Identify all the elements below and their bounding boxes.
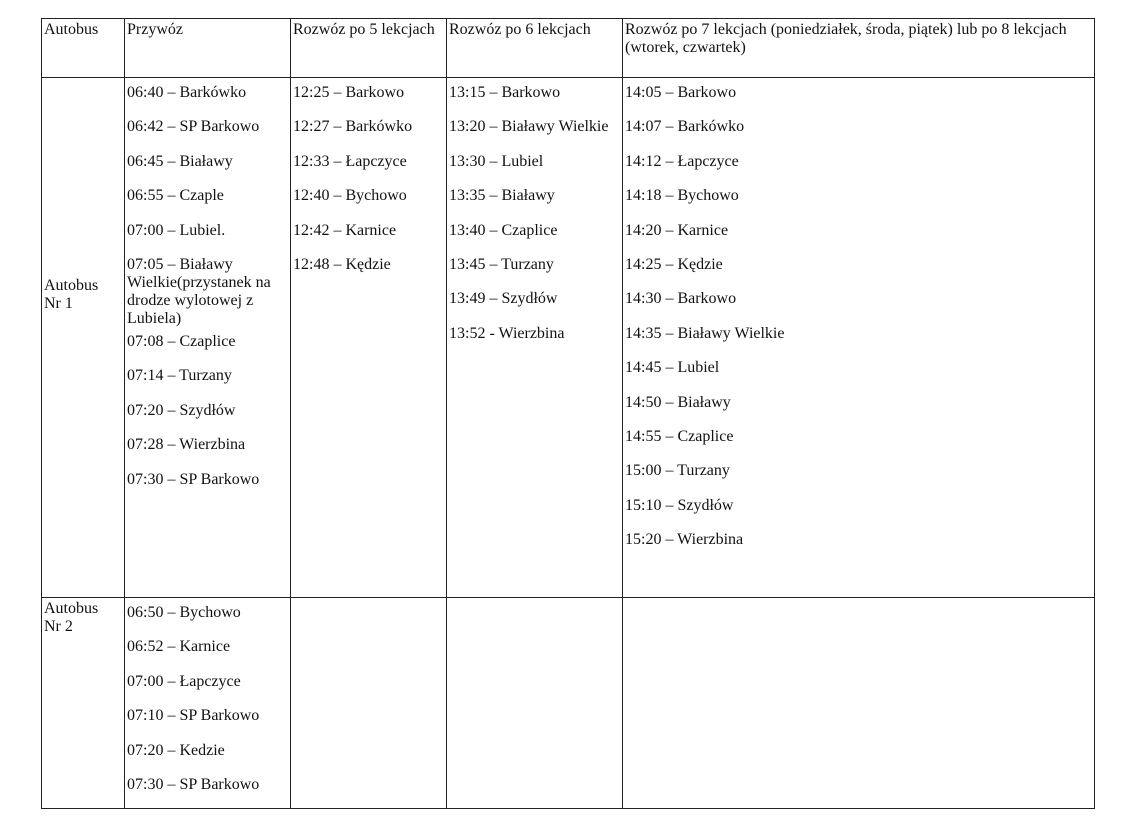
stop-entry: 06:40 – Barkówko — [127, 84, 247, 101]
stop-entry: 13:49 – Szydłów — [449, 290, 558, 308]
stop-entry: 07:14 – Turzany — [127, 367, 232, 385]
stop-entry: 14:12 – Łapczyce — [625, 152, 739, 170]
stop-entry: 12:33 – Łapczyce — [293, 152, 407, 170]
bus-name-cell — [42, 78, 125, 598]
after-6-cell — [447, 78, 623, 598]
stop-entry: 07:20 – Kedzie — [127, 741, 225, 759]
stop-entry: 07:20 – Szydłów — [127, 401, 236, 419]
stop-entry: 06:55 – Czaple — [127, 187, 224, 205]
bus-schedule-table — [41, 18, 1095, 809]
stop-entry: 07:30 – SP Barkowo — [127, 470, 260, 488]
stop-entry: 12:42 – Karnice — [293, 221, 397, 239]
stop-entry: 06:52 – Karnice — [127, 638, 231, 656]
after-6-cell — [447, 598, 623, 809]
bus-row — [42, 78, 1095, 598]
arrival-cell — [125, 598, 291, 809]
stop-entry: 06:50 – Bychowo — [127, 604, 241, 621]
bus-name: Autobus Nr 2 — [44, 600, 99, 635]
stop-entry: 15:20 – Wierzbina — [625, 531, 744, 549]
header-after-7-lessons: Rozwóz po 7 lekcjach (poniedziałek, środa, piątek) lub po 8 lekcjach (wtorek, czwartek) — [623, 19, 1095, 78]
after-7-cell — [623, 598, 1095, 809]
bus-name-cell — [42, 598, 125, 809]
stop-entry: 13:30 – Lubiel — [449, 152, 544, 170]
stop-entry: 07:05 – Białawy Wielkie(przystanek na drodze wylotowej z Lubiela) — [127, 255, 271, 327]
stop-entry: 15:10 – Szydłów — [625, 496, 734, 514]
stop-entry: 12:25 – Barkowo — [293, 84, 405, 101]
stop-entry: 14:18 – Bychowo — [625, 187, 739, 205]
after-5-cell — [291, 598, 447, 809]
stop-entry: 06:42 – SP Barkowo — [127, 118, 260, 136]
stop-entry: 07:28 – Wierzbina — [127, 436, 246, 454]
stop-entry: 07:08 – Czaplice — [127, 332, 236, 350]
stop-entry: 07:00 – Łapczyce — [127, 672, 241, 690]
stop-entry: 14:25 – Kędzie — [625, 255, 723, 273]
stop-entry: 13:40 – Czaplice — [449, 221, 558, 239]
arrival-cell — [125, 78, 291, 598]
stop-entry: 07:30 – SP Barkowo — [127, 775, 260, 793]
stop-entry: 06:45 – Białawy — [127, 152, 233, 170]
header-after-5-lessons: Rozwóz po 5 lekcjach — [291, 19, 447, 78]
stop-entry: 13:20 – Białawy Wielkie — [449, 118, 609, 136]
stop-entry: 14:07 – Barkówko — [625, 118, 745, 136]
stop-entry: 07:10 – SP Barkowo — [127, 707, 260, 725]
header-bus: Autobus — [42, 19, 125, 78]
stop-entry: 07:00 – Lubiel. — [127, 221, 226, 239]
stop-entry: 14:05 – Barkowo — [625, 84, 737, 101]
stop-entry: 12:40 – Bychowo — [293, 187, 407, 205]
stop-entry: 13:52 - Wierzbina — [449, 324, 565, 342]
stop-entry: 12:27 – Barkówko — [293, 118, 413, 136]
stop-entry: 13:15 – Barkowo — [449, 84, 561, 101]
stop-entry: 13:35 – Białawy — [449, 187, 555, 205]
after-7-cell — [623, 78, 1095, 598]
header-after-6-lessons: Rozwóz po 6 lekcjach — [447, 19, 623, 78]
bus-row — [42, 598, 1095, 809]
stop-entry: 14:30 – Barkowo — [625, 290, 737, 308]
header-row — [42, 19, 1095, 78]
stop-entry: 14:45 – Lubiel — [625, 359, 720, 377]
stop-entry: 13:45 – Turzany — [449, 255, 554, 273]
stop-entry: 15:00 – Turzany — [625, 462, 730, 480]
bus-name: Autobus Nr 1 — [44, 276, 99, 312]
after-5-cell — [291, 78, 447, 598]
stop-entry: 12:48 – Kędzie — [293, 255, 391, 273]
stop-entry: 14:55 – Czaplice — [625, 427, 734, 445]
stop-entry: 14:20 – Karnice — [625, 221, 729, 239]
header-arrival: Przywóz — [125, 19, 291, 78]
stop-entry: 14:50 – Białawy — [625, 393, 731, 411]
stop-entry: 14:35 – Białawy Wielkie — [625, 324, 785, 342]
